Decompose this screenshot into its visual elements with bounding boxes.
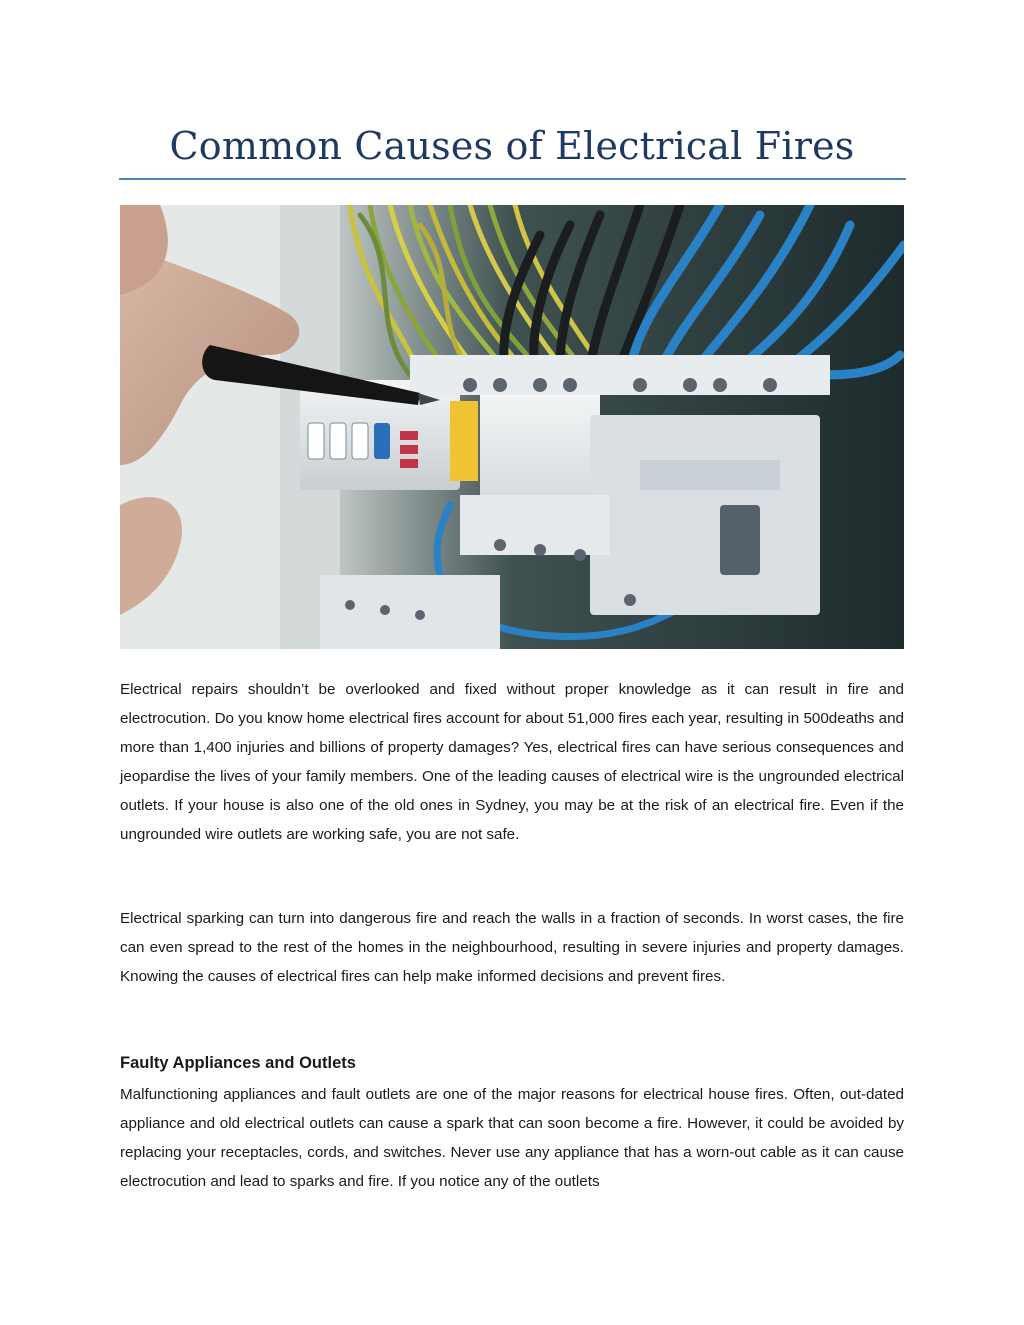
sparking-paragraph: Electrical sparking can turn into dangerous fire and reach the walls in a fraction of seconds. In worst cases, the fire can even spread to the rest of the homes in the neighbourhood, resulting in severe injuries and property damages. Knowing the causes of electrical fires can help make informed decisions and prevent fires. bbox=[120, 910, 904, 985]
electrical-panel-photo bbox=[120, 205, 904, 649]
title-divider bbox=[119, 178, 906, 180]
page-title: Common Causes of Electrical Fires bbox=[169, 124, 855, 168]
section-heading: Faulty Appliances and Outlets bbox=[120, 1054, 356, 1072]
section-paragraph: Malfunctioning appliances and fault outlets are one of the major reasons for electrical house fires. Often, out-dated appliance and old electrical outlets can cause a spark that can soon become a fire. However, it could be avoided by replacing your receptacles, cords, and switches. Never use any appliance that has a worn-out cable as it can cause electrocution and lead to sparks and fire. If you notice any of the outlets bbox=[120, 1086, 904, 1190]
intro-paragraph: Electrical repairs shouldn’t be overlooked and fixed without proper knowledge as it can result in fire and electrocution. Do you know home electrical fires account for about 51,000 fires each year, resulting in 500deaths and more than 1,400 injuries and billions of property damages? Yes, electrical fires can have serious consequences and jeopardise the lives of your family members. One of the leading causes of electrical wire is the ungrounded electrical outlets. If your house is also one of the old ones in Sydney, you may be at the risk of an electrical fire. Even if the ungrounded wire outlets are working safe, you are not safe. bbox=[120, 681, 904, 843]
